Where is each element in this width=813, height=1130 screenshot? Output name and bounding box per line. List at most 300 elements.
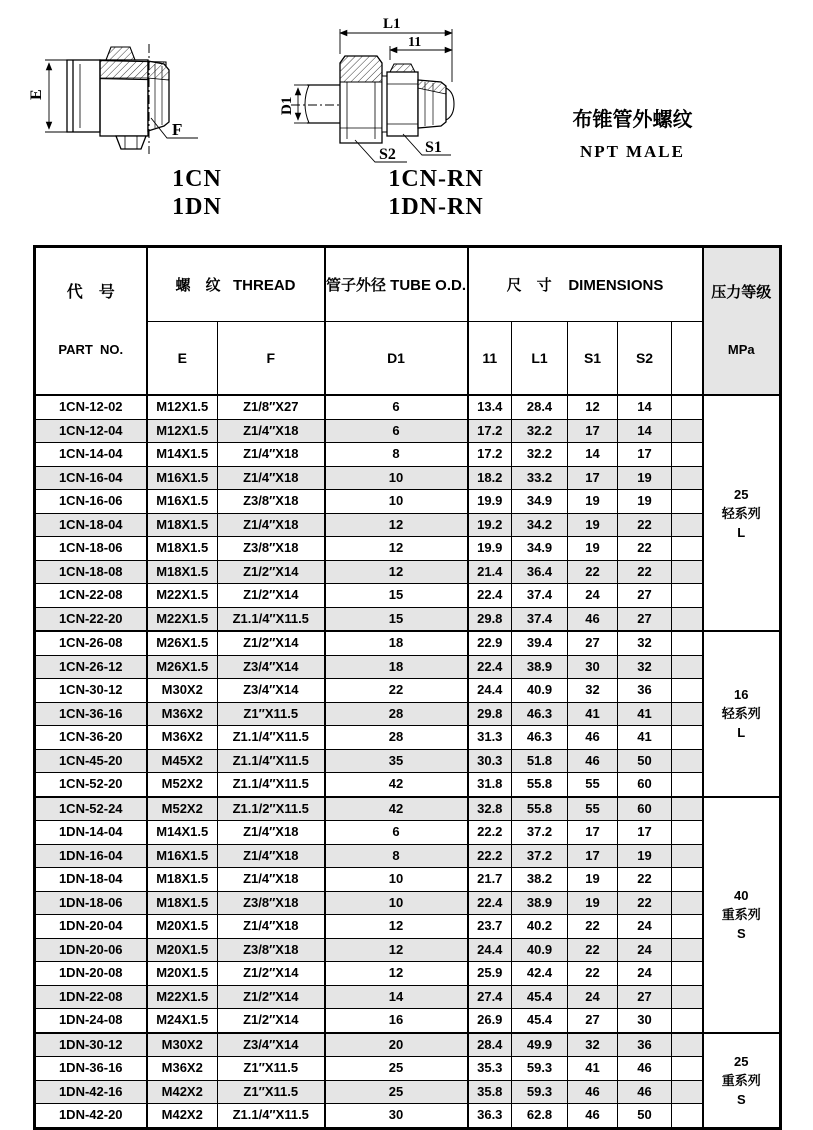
spare-cell (672, 1080, 703, 1104)
dim-s2-cell: 27 (618, 607, 672, 631)
thread-e-cell: M18X1.5 (147, 560, 218, 584)
part-no-cell: 1DN-20-08 (35, 962, 147, 986)
thread-f-cell: Z1.1/4″X11.5 (218, 749, 325, 773)
header-col-s1: S1 (568, 321, 618, 395)
dim-l1-cell: 55.8 (512, 797, 568, 821)
part-no-cell: 1CN-36-16 (35, 702, 147, 726)
thread-f-cell: Z1/4″X18 (218, 466, 325, 490)
tube-od-cell: 6 (325, 821, 468, 845)
spare-cell (672, 466, 703, 490)
thread-e-cell: M22X1.5 (147, 985, 218, 1009)
table-row (35, 655, 781, 679)
dim-s1-cell: 46 (568, 607, 618, 631)
table-row (35, 513, 781, 537)
dim-s1-cell: 14 (568, 443, 618, 467)
dim-l1-cell: 38.9 (512, 655, 568, 679)
thread-e-cell: M36X2 (147, 702, 218, 726)
thread-f-cell: Z3/4″X14 (218, 679, 325, 703)
part-family-1cn: 1CN (172, 166, 222, 192)
dim-l1-cell: 32.2 (512, 443, 568, 467)
part-no-cell: 1CN-22-20 (35, 607, 147, 631)
thread-e-cell: M30X2 (147, 679, 218, 703)
dim-s1-cell: 17 (568, 419, 618, 443)
thread-e-cell: M52X2 (147, 797, 218, 821)
tube-od-cell: 6 (325, 419, 468, 443)
header-col-l1-lower: 11 (468, 321, 512, 395)
dim-l1-cell: 32.2 (512, 419, 568, 443)
thread-f-cell: Z1/2″X14 (218, 985, 325, 1009)
dim-l1-lower-cell: 23.7 (468, 915, 512, 939)
part-family-labels-left (136, 165, 258, 221)
table-row (35, 891, 781, 915)
thread-f-cell: Z1/4″X18 (218, 419, 325, 443)
table-row (35, 631, 781, 655)
part-no-cell: 1DN-20-04 (35, 915, 147, 939)
dim-s2-cell: 46 (618, 1080, 672, 1104)
part-no-cell: 1DN-18-06 (35, 891, 147, 915)
thread-e-cell: M45X2 (147, 749, 218, 773)
spare-cell (672, 395, 703, 419)
tube-od-cell: 25 (325, 1057, 468, 1081)
thread-e-cell: M20X1.5 (147, 938, 218, 962)
spare-cell (672, 726, 703, 750)
part-no-cell: 1DN-20-06 (35, 938, 147, 962)
thread-f-cell: Z1/2″X14 (218, 962, 325, 986)
dim-l1-lower-cell: 24.4 (468, 679, 512, 703)
header-dimensions: 尺 寸 DIMENSIONS (468, 247, 703, 322)
dim-label-e: E (28, 89, 45, 100)
dim-l1-lower-cell: 19.2 (468, 513, 512, 537)
dim-s2-cell: 14 (618, 395, 672, 419)
spare-cell (672, 1009, 703, 1033)
dim-label-s1: S1 (425, 139, 442, 156)
tube-od-cell: 10 (325, 891, 468, 915)
dim-l1-lower-cell: 22.9 (468, 631, 512, 655)
spare-cell (672, 513, 703, 537)
dim-l1-lower-cell: 35.3 (468, 1057, 512, 1081)
thread-type-title (535, 103, 730, 162)
dim-s1-cell: 30 (568, 655, 618, 679)
spare-cell (672, 584, 703, 608)
dim-l1-lower-cell: 32.8 (468, 797, 512, 821)
header-thread: 螺 纹 THREAD (147, 247, 325, 322)
thread-e-cell: M18X1.5 (147, 513, 218, 537)
dim-s1-cell: 46 (568, 1104, 618, 1129)
thread-f-cell: Z1.1/2″X11.5 (218, 797, 325, 821)
tube-od-cell: 12 (325, 513, 468, 537)
thread-e-cell: M20X1.5 (147, 962, 218, 986)
thread-e-cell: M20X1.5 (147, 915, 218, 939)
dim-s2-cell: 24 (618, 938, 672, 962)
fitting-body-section (340, 56, 454, 143)
table-row (35, 1057, 781, 1081)
part-no-cell: 1CN-14-04 (35, 443, 147, 467)
tube-od-cell: 20 (325, 1033, 468, 1057)
thread-f-cell: Z1/8″X27 (218, 395, 325, 419)
thread-e-cell: M16X1.5 (147, 490, 218, 514)
table-row (35, 938, 781, 962)
part-no-cell: 1DN-36-16 (35, 1057, 147, 1081)
dim-s2-cell: 36 (618, 1033, 672, 1057)
dim-s1-cell: 46 (568, 726, 618, 750)
thread-f-cell: Z1″X11.5 (218, 1080, 325, 1104)
spare-cell (672, 607, 703, 631)
dim-s1-cell: 46 (568, 1080, 618, 1104)
dim-s1-cell: 41 (568, 702, 618, 726)
tube-od-cell: 15 (325, 584, 468, 608)
part-no-cell: 1CN-12-02 (35, 395, 147, 419)
dim-l1-lower-cell: 25.9 (468, 962, 512, 986)
part-no-cell: 1DN-22-08 (35, 985, 147, 1009)
dim-l1-lower-cell: 19.9 (468, 537, 512, 561)
part-family-1dn-rn: 1DN-RN (388, 194, 484, 220)
tube-od-cell: 35 (325, 749, 468, 773)
table-row (35, 560, 781, 584)
dim-s1-cell: 19 (568, 513, 618, 537)
tube-od-cell: 10 (325, 490, 468, 514)
dim-l1-lower-cell: 30.3 (468, 749, 512, 773)
tube-od-cell: 14 (325, 985, 468, 1009)
fitting-drawing-1cn (28, 14, 286, 169)
thread-f-cell: Z3/8″X18 (218, 938, 325, 962)
dim-s2-cell: 22 (618, 513, 672, 537)
dim-s1-cell: 22 (568, 560, 618, 584)
pressure-group-cell: 16 轻系列 L (703, 631, 781, 797)
pressure-group-cell: 40 重系列 S (703, 797, 781, 1033)
fitting-drawing-1cn-rn (279, 8, 528, 176)
table-header (35, 247, 781, 396)
part-no-cell: 1CN-52-20 (35, 773, 147, 797)
dim-l1-cell: 34.9 (512, 490, 568, 514)
dim-l1-cell: 40.9 (512, 938, 568, 962)
dim-s1-cell: 17 (568, 821, 618, 845)
dim-s1-cell: 17 (568, 466, 618, 490)
dim-l1-cell: 33.2 (512, 466, 568, 490)
dim-l1-lower-cell: 27.4 (468, 985, 512, 1009)
dim-l1-cell: 37.4 (512, 584, 568, 608)
dim-s2-cell: 22 (618, 537, 672, 561)
dim-l1-lower-cell: 35.8 (468, 1080, 512, 1104)
dim-s1-cell: 22 (568, 962, 618, 986)
spare-cell (672, 797, 703, 821)
dim-s2-cell: 32 (618, 631, 672, 655)
header-pressure: 压力等级 MPa (703, 247, 781, 396)
thread-e-cell: M14X1.5 (147, 821, 218, 845)
thread-e-cell: M12X1.5 (147, 419, 218, 443)
dim-l1-cell: 34.9 (512, 537, 568, 561)
thread-e-cell: M26X1.5 (147, 655, 218, 679)
spare-cell (672, 443, 703, 467)
spare-cell (672, 915, 703, 939)
tube-od-cell: 42 (325, 797, 468, 821)
thread-f-cell: Z1/4″X18 (218, 443, 325, 467)
table-row (35, 584, 781, 608)
thread-e-cell: M30X2 (147, 1033, 218, 1057)
dim-s2-cell: 24 (618, 915, 672, 939)
header-col-spare (672, 321, 703, 395)
dim-l1-cell: 55.8 (512, 773, 568, 797)
part-no-cell: 1CN-26-08 (35, 631, 147, 655)
dim-l1-cell: 45.4 (512, 1009, 568, 1033)
dim-l1-lower-cell: 13.4 (468, 395, 512, 419)
dim-l1-cell: 45.4 (512, 985, 568, 1009)
part-no-cell: 1DN-16-04 (35, 844, 147, 868)
dim-l1-lower-cell: 18.2 (468, 466, 512, 490)
spare-cell (672, 1033, 703, 1057)
dim-s2-cell: 60 (618, 797, 672, 821)
tube-od-cell: 12 (325, 915, 468, 939)
dim-label-d1: D1 (279, 96, 295, 115)
dim-l1-lower-cell: 22.4 (468, 584, 512, 608)
tube-od-cell: 30 (325, 1104, 468, 1129)
spare-cell (672, 537, 703, 561)
dim-l1-cell: 39.4 (512, 631, 568, 655)
part-no-cell: 1CN-45-20 (35, 749, 147, 773)
dim-l1-lower-cell: 21.4 (468, 560, 512, 584)
dim-s2-cell: 17 (618, 443, 672, 467)
part-no-cell: 1CN-18-06 (35, 537, 147, 561)
dim-s1-cell: 22 (568, 915, 618, 939)
dim-label-l1: L1 (383, 16, 401, 32)
thread-f-cell: Z1/4″X18 (218, 844, 325, 868)
part-no-cell: 1CN-26-12 (35, 655, 147, 679)
table-row (35, 1080, 781, 1104)
table-row (35, 1104, 781, 1129)
table-row (35, 537, 781, 561)
thread-f-cell: Z1.1/4″X11.5 (218, 773, 325, 797)
part-no-cell: 1CN-30-12 (35, 679, 147, 703)
table-row (35, 679, 781, 703)
thread-f-cell: Z1″X11.5 (218, 1057, 325, 1081)
spare-cell (672, 631, 703, 655)
thread-e-cell: M52X2 (147, 773, 218, 797)
dim-s2-cell: 60 (618, 773, 672, 797)
tube-od-cell: 10 (325, 466, 468, 490)
fitting-body-section (67, 44, 169, 154)
spare-cell (672, 1104, 703, 1129)
thread-e-cell: M16X1.5 (147, 844, 218, 868)
header-col-d1: D1 (325, 321, 468, 395)
dim-l1-cell: 62.8 (512, 1104, 568, 1129)
dim-l1-lower-cell: 17.2 (468, 419, 512, 443)
thread-e-cell: M12X1.5 (147, 395, 218, 419)
dim-l1-cell: 40.2 (512, 915, 568, 939)
dim-l1-lower-cell: 31.8 (468, 773, 512, 797)
dim-l1-cell: 46.3 (512, 702, 568, 726)
pressure-group-cell: 25 轻系列 L (703, 395, 781, 631)
dimension-e (45, 60, 67, 132)
dim-s2-cell: 22 (618, 560, 672, 584)
spec-table (33, 245, 782, 1130)
dim-s2-cell: 22 (618, 891, 672, 915)
thread-f-cell: Z1/4″X18 (218, 915, 325, 939)
dim-s1-cell: 27 (568, 631, 618, 655)
dim-s2-cell: 36 (618, 679, 672, 703)
table-row (35, 915, 781, 939)
spare-cell (672, 985, 703, 1009)
dim-s2-cell: 19 (618, 490, 672, 514)
header-col-e: E (147, 321, 218, 395)
thread-e-cell: M22X1.5 (147, 584, 218, 608)
title-chinese: 布锥管外螺纹 (572, 109, 693, 131)
part-no-cell: 1DN-18-04 (35, 868, 147, 892)
table-row (35, 443, 781, 467)
thread-f-cell: Z1.1/4″X11.5 (218, 1104, 325, 1129)
dim-l1-lower-cell: 19.9 (468, 490, 512, 514)
dim-l1-cell: 51.8 (512, 749, 568, 773)
dim-l1-cell: 36.4 (512, 560, 568, 584)
thread-f-cell: Z1.1/4″X11.5 (218, 726, 325, 750)
dim-s1-cell: 22 (568, 938, 618, 962)
tube-od-cell: 28 (325, 702, 468, 726)
table-row (35, 490, 781, 514)
dim-l1-lower-cell: 26.9 (468, 1009, 512, 1033)
spare-cell (672, 821, 703, 845)
dim-l1-cell: 38.2 (512, 868, 568, 892)
spare-cell (672, 702, 703, 726)
tube-od-cell: 16 (325, 1009, 468, 1033)
part-no-cell: 1CN-18-04 (35, 513, 147, 537)
tube-od-cell: 10 (325, 868, 468, 892)
thread-f-cell: Z1/2″X14 (218, 1009, 325, 1033)
tube-od-cell: 25 (325, 1080, 468, 1104)
dim-s2-cell: 32 (618, 655, 672, 679)
tube-od-cell: 12 (325, 537, 468, 561)
thread-e-cell: M14X1.5 (147, 443, 218, 467)
header-part-no: 代 号 PART NO. (35, 247, 147, 396)
thread-e-cell: M18X1.5 (147, 868, 218, 892)
part-family-labels-mid (362, 165, 510, 221)
dim-label-l1-lower: 11 (408, 35, 422, 50)
dim-l1-cell: 37.2 (512, 844, 568, 868)
thread-e-cell: M24X1.5 (147, 1009, 218, 1033)
thread-e-cell: M22X1.5 (147, 607, 218, 631)
dim-l1-cell: 59.3 (512, 1057, 568, 1081)
dim-s2-cell: 19 (618, 466, 672, 490)
dim-s2-cell: 22 (618, 868, 672, 892)
tube-od-cell: 42 (325, 773, 468, 797)
dim-s1-cell: 17 (568, 844, 618, 868)
dim-l1-lower-cell: 24.4 (468, 938, 512, 962)
table-row (35, 1009, 781, 1033)
dim-s1-cell: 24 (568, 985, 618, 1009)
dim-s2-cell: 19 (618, 844, 672, 868)
dim-l1-lower-cell: 21.7 (468, 868, 512, 892)
pressure-group-cell: 25 重系列 S (703, 1033, 781, 1129)
thread-f-cell: Z1/4″X18 (218, 821, 325, 845)
table-body (35, 395, 781, 1128)
dim-s1-cell: 19 (568, 868, 618, 892)
dim-s2-cell: 41 (618, 726, 672, 750)
table-row (35, 962, 781, 986)
dim-l1-lower-cell: 29.8 (468, 607, 512, 631)
thread-e-cell: M26X1.5 (147, 631, 218, 655)
spare-cell (672, 1057, 703, 1081)
thread-f-cell: Z3/8″X18 (218, 891, 325, 915)
part-no-cell: 1CN-52-24 (35, 797, 147, 821)
part-no-cell: 1CN-18-08 (35, 560, 147, 584)
tube-od-cell: 12 (325, 560, 468, 584)
tube-od-cell: 28 (325, 726, 468, 750)
spare-cell (672, 655, 703, 679)
dim-s2-cell: 46 (618, 1057, 672, 1081)
tube-od-cell: 15 (325, 607, 468, 631)
dim-l1-cell: 42.4 (512, 962, 568, 986)
thread-f-cell: Z1/2″X14 (218, 584, 325, 608)
dim-s1-cell: 32 (568, 679, 618, 703)
dim-s2-cell: 41 (618, 702, 672, 726)
spare-cell (672, 773, 703, 797)
thread-f-cell: Z3/8″X18 (218, 490, 325, 514)
dim-s1-cell: 12 (568, 395, 618, 419)
spare-cell (672, 891, 703, 915)
table-row (35, 985, 781, 1009)
tube-od-cell: 8 (325, 443, 468, 467)
tube-od-cell: 8 (325, 844, 468, 868)
thread-f-cell: Z3/8″X18 (218, 537, 325, 561)
header-col-l1: L1 (512, 321, 568, 395)
dim-l1-cell: 38.9 (512, 891, 568, 915)
dim-s1-cell: 27 (568, 1009, 618, 1033)
thread-f-cell: Z1/2″X14 (218, 560, 325, 584)
dim-s2-cell: 50 (618, 1104, 672, 1129)
part-no-cell: 1DN-30-12 (35, 1033, 147, 1057)
thread-e-cell: M36X2 (147, 726, 218, 750)
dim-l1-lower-cell: 22.4 (468, 891, 512, 915)
dim-l1-lower-cell: 17.2 (468, 443, 512, 467)
table-row (35, 773, 781, 797)
table-row (35, 868, 781, 892)
tube-od-cell: 6 (325, 395, 468, 419)
dim-l1-cell: 28.4 (512, 395, 568, 419)
dim-s2-cell: 30 (618, 1009, 672, 1033)
table-row (35, 821, 781, 845)
thread-f-cell: Z1.1/4″X11.5 (218, 607, 325, 631)
dim-s2-cell: 24 (618, 962, 672, 986)
table-row (35, 395, 781, 419)
part-no-cell: 1CN-16-04 (35, 466, 147, 490)
table-row (35, 1033, 781, 1057)
dim-l1-cell: 40.9 (512, 679, 568, 703)
thread-e-cell: M36X2 (147, 1057, 218, 1081)
dim-label-s2: S2 (379, 146, 396, 163)
table-row (35, 797, 781, 821)
spare-cell (672, 679, 703, 703)
thread-e-cell: M42X2 (147, 1080, 218, 1104)
tube-od-cell: 12 (325, 962, 468, 986)
table-row (35, 419, 781, 443)
table-row (35, 844, 781, 868)
dim-l1-cell: 59.3 (512, 1080, 568, 1104)
tube-od-cell: 22 (325, 679, 468, 703)
header-col-f: F (218, 321, 325, 395)
dim-s2-cell: 17 (618, 821, 672, 845)
dim-l1-cell: 49.9 (512, 1033, 568, 1057)
dim-s1-cell: 32 (568, 1033, 618, 1057)
table-row (35, 726, 781, 750)
thread-e-cell: M16X1.5 (147, 466, 218, 490)
spare-cell (672, 560, 703, 584)
thread-e-cell: M18X1.5 (147, 891, 218, 915)
spare-cell (672, 490, 703, 514)
dim-l1-lower-cell: 36.3 (468, 1104, 512, 1129)
part-no-cell: 1DN-42-20 (35, 1104, 147, 1129)
title-english: NPT MALE (580, 142, 685, 161)
dim-s2-cell: 27 (618, 985, 672, 1009)
header-col-s2: S2 (618, 321, 672, 395)
dim-s1-cell: 19 (568, 891, 618, 915)
dim-l1-cell: 37.2 (512, 821, 568, 845)
